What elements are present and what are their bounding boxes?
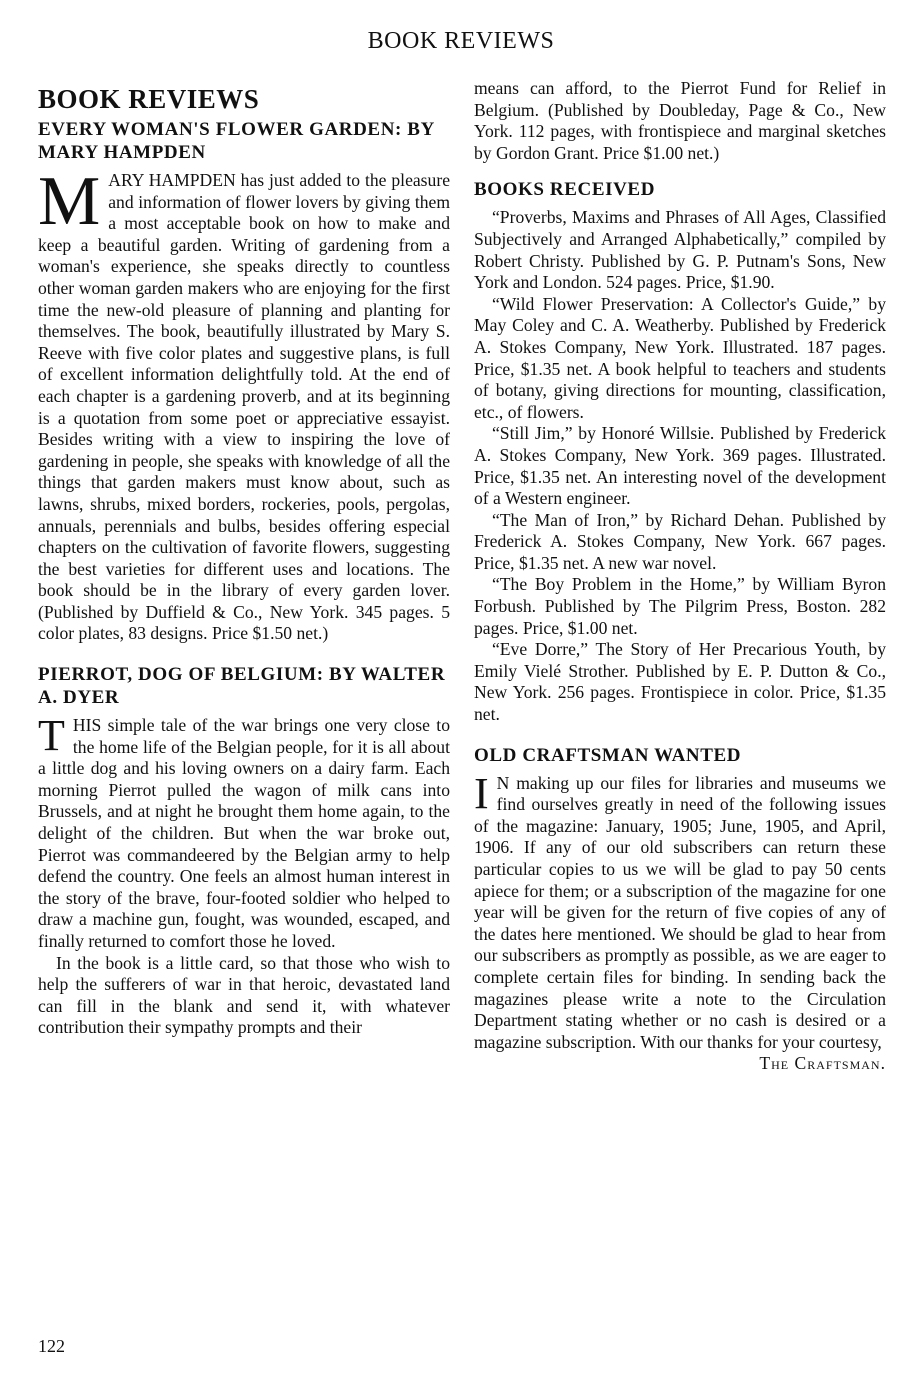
continuation-paragraph: means can afford, to the Pierrot Fund for Relief in Belgium. (Published by Doubleday, Page & Co., New York. 112 pages, with frontispiece and marginal sketches by Gordon Grant. Price $1.00 net.) — [474, 78, 886, 163]
page-number: 122 — [38, 1336, 65, 1356]
article-text: N making up our files for libraries and museums we find ourselves greatly in need of the following issues of the magazine: January, 1905; June, 1905, and April, 1906. If any of our old subscribers can return these particular copies to us we will be glad to pay 50 cents apiece for them; or a subscription of the magazine for one year will be given for the return of five copies of any of the dates here mentioned. We should be glad to hear from our subscribers as promptly as possible, as we are eager to complete certain files for binding. In sending back the magazines please write a note to the Circulation Department stating whether or no cash is desired or a magazine subscription. With our thanks for your courtesy, — [474, 772, 886, 1052]
right-column — [474, 78, 886, 1075]
article-title-flower-garden: EVERY WOMAN'S FLOWER GARDEN: BY MARY HAMPDEN — [38, 119, 435, 163]
signature: The Craftsman. — [759, 1053, 886, 1074]
article-text: HIS simple tale of the war brings one very close to the home life of the Belgian people, for it is all about a little dog and his loving owners on a dairy farm. Each morning Pierrot pulled the wagon of milk cans into Brussels, and at night he brought them home again, to the delight of the children. But when the war broke out, Pierrot was commandeered by the Belgian army to help defend the country. One feels an almost human interest in the story of the brave, four-footed soldier who helped to draw a machine gun, fought, was wounded, escaped, and finally returned to comfort those he loved. — [38, 715, 450, 951]
book-entry: “The Man of Iron,” by Richard Dehan. Published by Frederick A. Stokes Company, New York. 667 pages. Price, $1.35 net. A new war novel. — [474, 509, 886, 573]
article-body-flower-garden — [38, 163, 450, 645]
left-column — [38, 78, 450, 1039]
section-title: BOOK REVIEWS — [38, 84, 260, 114]
article-text: ARY HAMPDEN has just added to the pleasure and information of flower lovers by giving them a most acceptable book on how to make and keep a beautiful garden. Writing of gardening from a woman's experience, she speaks directly to countless other woman garden makers who are enjoying for the first time the new-old pleasure of planning and planting for themselves. The book, beautifully illustrated by Mary S. Reeve with five color plates and suggestive plans, is full of excellent information delightfully told. At the end of each chapter is a gardening proverb, and at its beginning is a quotation from some poet or appreciative essayist. Besides writing with a view to inspiring the love of gardening in people, she speaks with knowledge of all the things that garden makers must know about, such as lawns, shrubs, mixed borders, rockeries, pools, pergolas, annuals, perennials and bulbs, besides offering especial chapters on the cultivation of favorite flowers, suggesting the best varieties for different uses and locations. The book should be in the library of every garden lover. (Published by Duffield & Co., New York. 345 pages. 5 color plates, 83 designs. Price $1.50 net.) — [38, 170, 450, 644]
old-craftsman-title: OLD CRAFTSMAN WANTED — [474, 744, 742, 766]
book-entry: “Eve Dorre,” The Story of Her Precarious Youth, by Emily Vielé Strother. Published by E. P. Dutton & Co., New York. 256 pages. Frontispiece in color. Price, $1.35 net. — [474, 639, 886, 725]
book-entry: “Wild Flower Preservation: A Collector's Guide,” by May Coley and C. A. Weatherby. Published by Frederick A. Stokes Company, New York. Illustrated. 187 pages. Price, $1.35 net. A book helpful to teachers and students of botany, giving directions for mounting, classification, etc., of flowers. — [474, 293, 886, 422]
dropcap: I — [474, 768, 489, 818]
article-body-pierrot — [38, 711, 450, 953]
book-entry: “Proverbs, Maxims and Phrases of All Ages, Classified Subjectively and Arranged Alphabetically,” compiled by Robert Christy. Published by G. P. Putnam's Sons, New York and London. 524 pages. Price, $1.90. — [474, 207, 886, 293]
dropcap: M — [38, 163, 101, 240]
article-body-pierrot-2: In the book is a little card, so that those who wish to help the sufferers of war in that heroic, devastated land can fill in the blank and send it, with whatever contribution their sympathy prompts and their — [38, 952, 450, 1038]
books-received-title: BOOKS RECEIVED — [474, 179, 656, 201]
old-craftsman-body — [474, 768, 886, 1074]
running-head: BOOK REVIEWS — [367, 28, 555, 54]
book-entry: “The Boy Problem in the Home,” by William Byron Forbush. Published by The Pilgrim Press, Boston. 282 pages. Price, $1.00 net. — [474, 574, 886, 638]
books-received-list — [474, 207, 886, 725]
article-title-pierrot: PIERROT, DOG OF BELGIUM: BY WALTER A. DYER — [38, 664, 446, 709]
book-entry: “Still Jim,” by Honoré Willsie. Published by Frederick A. Stokes Company, New York. 369 pages. Illustrated. Price, $1.35 net. An interesting novel of the development of a Western engineer. — [474, 423, 886, 509]
dropcap: T — [38, 711, 65, 761]
